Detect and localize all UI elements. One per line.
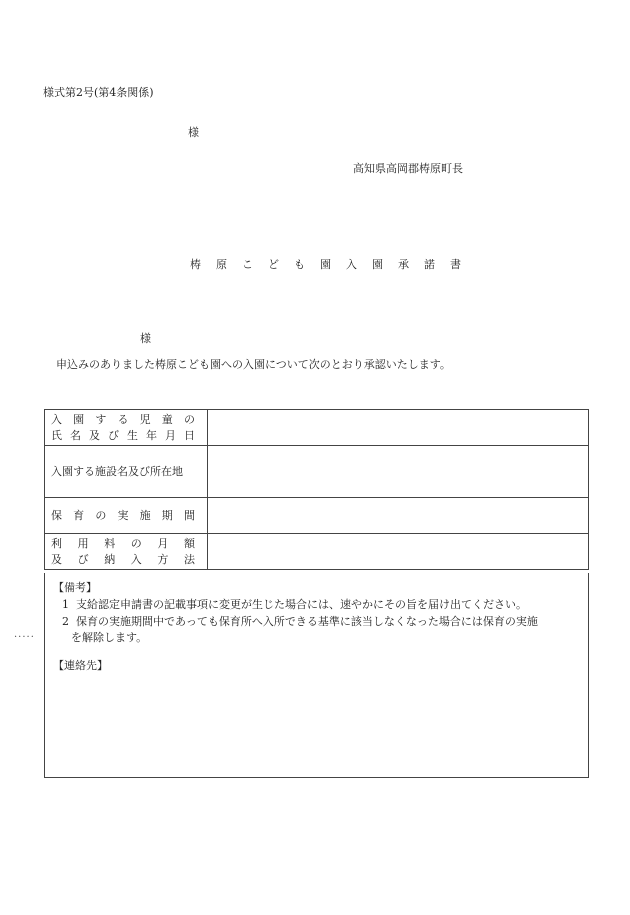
note-item-continuation: を解除します。 bbox=[71, 631, 148, 644]
child-name-birthdate-value[interactable] bbox=[208, 410, 589, 446]
care-period-label: 保 育 の 実 施 期 間 bbox=[45, 498, 208, 534]
margin-mark: ····· bbox=[14, 632, 35, 643]
note-item: 1 支給認定申請書の記載事項に変更が生じた場合には、速やかにその旨を届け出てください。 bbox=[62, 598, 527, 611]
approval-statement: 申込みのありました梼原こども園への入園について次のとおり承認いたします。 bbox=[56, 358, 451, 371]
table-row bbox=[45, 410, 589, 446]
table-row bbox=[45, 498, 589, 534]
care-period-value[interactable] bbox=[208, 498, 589, 534]
contact-heading: 【連絡先】 bbox=[53, 659, 108, 672]
document-title: 梼原こども園入園承諾書 bbox=[190, 258, 476, 271]
form-number: 様式第2号(第4条関係) bbox=[43, 86, 154, 99]
child-name-birthdate-label bbox=[45, 410, 208, 446]
fee-payment-label bbox=[45, 534, 208, 570]
label-line-2: 及 び 納 入 方 法 bbox=[51, 552, 195, 566]
notes-section bbox=[44, 573, 589, 778]
facility-name-address-value[interactable] bbox=[208, 446, 589, 498]
recipient-honorific: 様 bbox=[140, 332, 151, 345]
note-item: 2 保育の実施期間中であっても保育所へ入所できる基準に該当しなくなった場合には保育の実施 bbox=[62, 615, 538, 628]
fee-payment-value[interactable] bbox=[208, 534, 589, 570]
label-line-2: 氏 名 及 び 生 年 月 日 bbox=[51, 428, 195, 442]
table-row bbox=[45, 534, 589, 570]
label-line-1: 入 園 す る 児 童 の bbox=[51, 412, 195, 426]
application-info-table bbox=[44, 409, 589, 570]
table-row bbox=[45, 446, 589, 498]
facility-name-address-label: 入園する施設名及び所在地 bbox=[45, 446, 208, 498]
addressee-honorific: 様 bbox=[188, 126, 199, 139]
issuer-name: 高知県高岡郡梼原町長 bbox=[353, 162, 463, 175]
notes-heading: 【備考】 bbox=[53, 581, 97, 594]
label-line-1: 利 用 料 の 月 額 bbox=[51, 536, 195, 550]
